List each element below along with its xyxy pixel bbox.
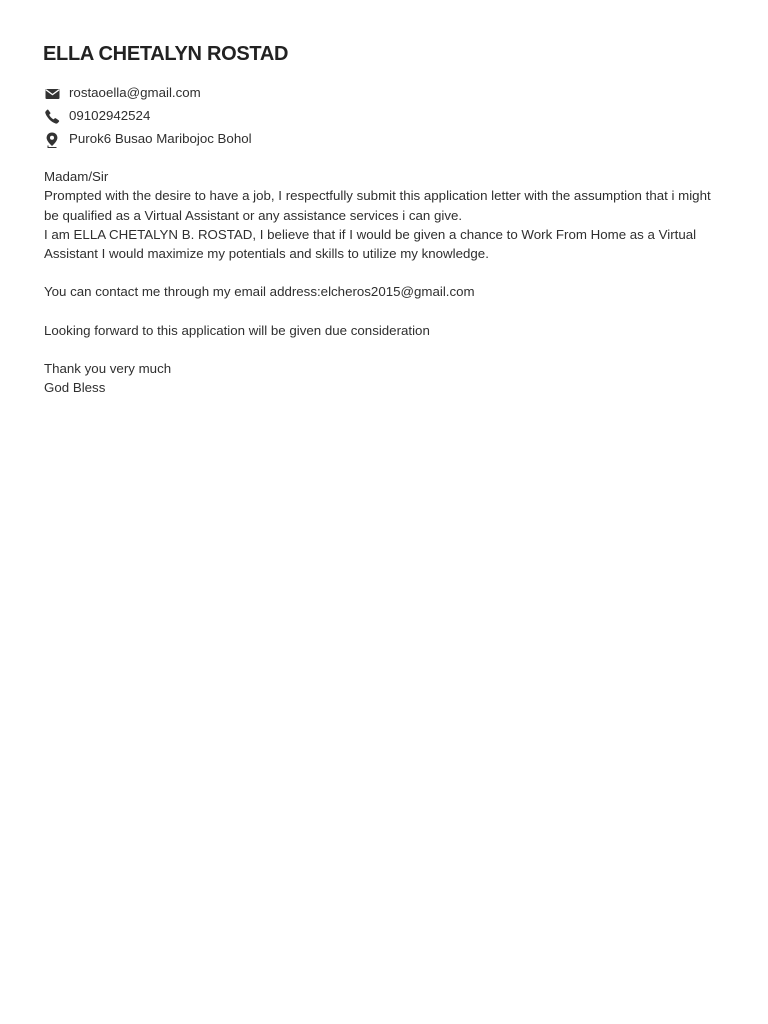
letter-body <box>44 167 724 398</box>
map-pin-icon <box>44 132 60 148</box>
address-text: Purok6 Busao Maribojoc Bohol <box>69 131 252 146</box>
letter-paragraph-self: I am ELLA CHETALYN B. ROSTAD, I believe that if I would be given a chance to Work From Home as a Virtual Assistant I would maximize my potentials and skills to utilize my knowledge. <box>44 226 697 262</box>
envelope-icon <box>44 86 60 102</box>
contact-email-row <box>44 82 724 105</box>
salutation: Madam/Sir <box>44 169 109 184</box>
closing-blessing: God Bless <box>44 380 106 396</box>
paragraph-spacer <box>44 302 724 321</box>
phone-text: 09102942524 <box>69 108 151 123</box>
contact-info <box>44 82 724 151</box>
letter-paragraph-intro: Prompted with the desire to have a job, I respectfully submit this application letter with the assumption that i might be qualified as a Virtual Assistant or any assistance services i can give. <box>44 188 711 223</box>
paragraph-spacer <box>44 263 724 282</box>
email-text: rostaoella@gmail.com <box>69 85 201 100</box>
closing-thanks: Thank you very much <box>44 361 172 377</box>
contact-phone-row <box>44 105 724 128</box>
letter-paragraph-contact: You can contact me through my email address:elcheros2015@gmail.com <box>44 284 475 300</box>
paragraph-spacer <box>44 340 724 359</box>
letter-paragraph-closing: Looking forward to this application will be given due consideration <box>44 322 430 338</box>
phone-icon <box>44 109 60 125</box>
applicant-name: ELLA CHETALYN ROSTAD <box>43 43 289 65</box>
contact-address-row <box>44 128 724 151</box>
